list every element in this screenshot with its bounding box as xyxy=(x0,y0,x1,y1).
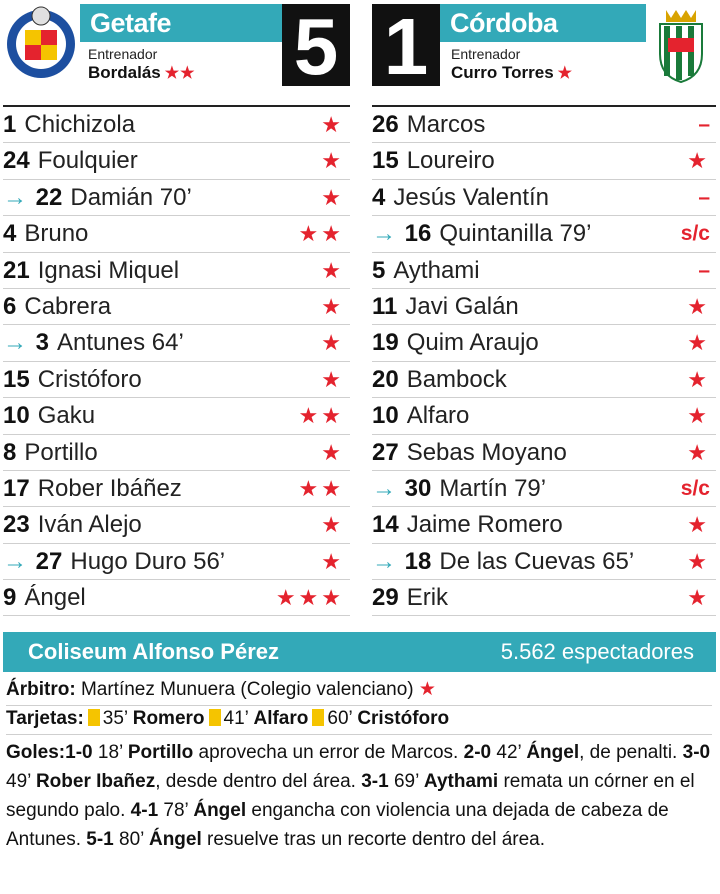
player-row xyxy=(3,253,350,289)
player-number: 29 xyxy=(372,584,399,612)
player-row xyxy=(372,253,716,289)
goals-list xyxy=(6,742,710,850)
goal-score: 3-0 xyxy=(682,742,711,763)
player-rating: ★ xyxy=(321,257,344,283)
away-coach-name-line xyxy=(451,63,573,84)
player-name: Quintanilla xyxy=(439,220,553,248)
player-number: 20 xyxy=(372,365,399,393)
player-row xyxy=(372,435,716,471)
goal-minute: 78’ xyxy=(163,800,189,821)
arrow-right-icon: → xyxy=(372,474,396,502)
home-coach-name: Bordalás xyxy=(88,63,161,82)
cordoba-crest-icon xyxy=(646,4,716,86)
player-name: De las Cuevas xyxy=(439,547,596,575)
goal-score: 3-1 xyxy=(361,771,389,792)
home-lineup xyxy=(3,105,350,616)
player-rating: ★ xyxy=(321,512,344,538)
arrow-right-icon: → xyxy=(3,183,27,211)
goal-scorer: Ángel xyxy=(526,742,580,763)
player-number: 19 xyxy=(372,329,399,357)
away-coach-label: Entrenador xyxy=(451,46,521,62)
player-number: 15 xyxy=(372,147,399,175)
player-number: 4 xyxy=(372,183,386,211)
player-name: Antunes xyxy=(57,329,146,357)
player-rating: ★ xyxy=(687,148,710,174)
cards-line xyxy=(6,707,712,735)
player-name: Chichizola xyxy=(24,111,136,138)
player-number: 10 xyxy=(3,402,30,430)
player-row xyxy=(372,507,716,543)
player-rating: ★ xyxy=(687,512,710,538)
player-row xyxy=(372,362,716,398)
away-coach-name: Curro Torres xyxy=(451,63,554,82)
player-name: Bruno xyxy=(24,220,89,248)
player-rating: ★ xyxy=(321,439,344,465)
player-number: 11 xyxy=(372,292,398,320)
arrow-right-icon: → xyxy=(3,329,27,357)
goal-description: engancha con violencia una dejada de cabeza de Antunes. xyxy=(6,800,669,850)
player-row xyxy=(3,107,350,143)
goal-scorer: Rober Ibañez xyxy=(35,771,156,792)
player-name: Marcos xyxy=(406,111,486,138)
player-name: Ignasi Miquel xyxy=(37,256,180,284)
away-coach xyxy=(451,46,573,84)
player-name: Javi Galán xyxy=(405,292,519,320)
away-score: 1 xyxy=(372,4,440,86)
cards-list xyxy=(84,708,449,729)
player-rating: ★★ xyxy=(298,403,344,429)
player-name: Loureiro xyxy=(406,147,495,175)
player-row xyxy=(372,544,716,580)
home-coach xyxy=(88,46,195,84)
player-rating: ★ xyxy=(321,112,344,137)
player-row xyxy=(372,216,716,252)
referee-label: Árbitro: xyxy=(6,679,76,700)
arrow-right-icon: → xyxy=(3,547,27,575)
arrow-right-icon: → xyxy=(372,220,396,248)
attendance: 5.562 espectadores xyxy=(500,639,694,664)
player-row xyxy=(3,143,350,179)
stadium-bar xyxy=(3,632,716,672)
yellow-card-icon xyxy=(88,709,100,726)
player-name: Sebas Moyano xyxy=(406,438,567,466)
substitution-minute: 64’ xyxy=(151,329,184,357)
player-number: 16 xyxy=(404,220,432,248)
player-number: 15 xyxy=(3,365,30,393)
card-minute: 41’ xyxy=(223,708,249,729)
goal-minute: 80’ xyxy=(119,829,144,850)
player-name: Bambock xyxy=(406,365,507,393)
away-lineup xyxy=(372,105,716,616)
player-number: 1 xyxy=(3,111,17,138)
stadium-name: Coliseum Alfonso Pérez xyxy=(28,639,280,664)
player-name: Quim Araujo xyxy=(406,329,539,357)
player-name: Ángel xyxy=(24,584,86,612)
player-rating: ★ xyxy=(321,184,344,210)
home-team-name: Getafe xyxy=(80,4,282,42)
player-row xyxy=(3,289,350,325)
substitution-minute: 70’ xyxy=(159,183,192,211)
player-row xyxy=(372,398,716,434)
player-name: Iván Alejo xyxy=(37,511,142,539)
home-coach-label: Entrenador xyxy=(88,46,158,62)
away-coach-rating: ★ xyxy=(557,65,573,82)
substitution-minute: 65’ xyxy=(602,547,635,575)
player-name: Jesús Valentín xyxy=(393,183,550,211)
player-row xyxy=(372,180,716,216)
card-player: Cristóforo xyxy=(357,708,450,729)
player-rating: – xyxy=(698,185,710,209)
player-number: 26 xyxy=(372,111,399,138)
arrow-right-icon: → xyxy=(372,547,396,575)
goal-description: , de penalti. xyxy=(579,742,678,763)
substitution-minute: 79’ xyxy=(559,220,592,248)
player-rating: ★★ xyxy=(298,221,344,247)
away-team-name: Córdoba xyxy=(440,4,646,42)
player-number: 14 xyxy=(372,511,399,539)
player-number: 6 xyxy=(3,292,17,320)
player-row xyxy=(372,289,716,325)
away-team-header xyxy=(372,2,716,91)
player-name: Erik xyxy=(406,584,449,612)
player-number: 17 xyxy=(3,474,30,502)
player-number: 23 xyxy=(3,511,30,539)
player-rating: ★ xyxy=(687,366,710,392)
player-name: Gaku xyxy=(37,402,96,430)
player-rating: ★ xyxy=(687,403,710,429)
player-row xyxy=(372,580,716,616)
home-score: 5 xyxy=(282,4,350,86)
goal-minute: 49’ xyxy=(6,771,31,792)
goal-minute: 18’ xyxy=(97,742,123,763)
goal-minute: 42’ xyxy=(496,742,522,763)
player-row xyxy=(3,435,350,471)
player-rating: ★ xyxy=(687,439,710,465)
player-rating: ★ xyxy=(321,330,344,356)
substitution-minute: 56’ xyxy=(193,547,226,575)
player-row xyxy=(372,107,716,143)
player-number: 30 xyxy=(404,474,432,502)
player-rating: – xyxy=(698,113,710,136)
player-rating: s/c xyxy=(680,476,710,500)
player-name: Hugo Duro xyxy=(70,547,187,575)
player-row xyxy=(3,507,350,543)
player-row xyxy=(3,471,350,507)
player-rating: ★★ xyxy=(298,475,344,501)
player-number: 10 xyxy=(372,402,399,430)
goal-description: resuelve tras un recorte dentro del área. xyxy=(207,829,545,850)
goal-minute: 69’ xyxy=(393,771,419,792)
goal-score: 4-1 xyxy=(130,800,159,821)
player-rating: ★ xyxy=(687,548,710,574)
goal-score: 5-1 xyxy=(86,829,114,850)
player-row xyxy=(3,325,350,361)
home-team-header xyxy=(3,2,350,91)
card-player: Romero xyxy=(132,708,205,729)
goal-scorer: Ángel xyxy=(193,800,247,821)
player-rating: ★ xyxy=(321,366,344,392)
player-rating: ★ xyxy=(687,585,710,611)
player-number: 27 xyxy=(35,547,63,575)
player-row xyxy=(372,471,716,507)
cards-label: Tarjetas: xyxy=(6,708,84,729)
player-number: 4 xyxy=(3,220,17,248)
player-rating: – xyxy=(698,258,710,282)
player-row xyxy=(3,362,350,398)
goal-scorer: Portillo xyxy=(127,742,194,763)
referee-rating: ★ xyxy=(418,679,436,700)
goal-score: 1-0 xyxy=(65,742,93,763)
player-rating: ★ xyxy=(321,293,344,319)
player-number: 18 xyxy=(404,547,432,575)
getafe-crest-icon xyxy=(3,4,80,86)
player-name: Jaime Romero xyxy=(406,511,563,539)
card-player: Alfaro xyxy=(253,708,309,729)
player-number: 22 xyxy=(35,183,63,211)
goal-score: 2-0 xyxy=(463,742,492,763)
yellow-card-icon xyxy=(312,709,324,726)
player-number: 5 xyxy=(372,256,386,284)
player-rating: ★★★ xyxy=(275,585,344,611)
home-coach-name-line xyxy=(88,63,195,84)
player-rating: ★ xyxy=(321,148,344,174)
player-row xyxy=(3,180,350,216)
goals-block xyxy=(6,738,712,854)
player-name: Cristóforo xyxy=(37,365,142,393)
player-name: Alfaro xyxy=(406,402,470,430)
player-number: 3 xyxy=(35,329,50,357)
player-name: Martín xyxy=(439,474,508,502)
player-row xyxy=(372,143,716,179)
goal-scorer: Ángel xyxy=(148,829,202,850)
substitution-minute: 79’ xyxy=(514,474,547,502)
player-row xyxy=(3,544,350,580)
player-name: Cabrera xyxy=(24,292,112,320)
player-name: Portillo xyxy=(24,438,98,466)
referee-name: Martínez Munuera (Colegio valenciano) xyxy=(80,679,414,700)
player-number: 8 xyxy=(3,438,17,466)
player-row xyxy=(372,325,716,361)
goal-description: aprovecha un error de Marcos. xyxy=(198,742,459,763)
home-coach-rating: ★★ xyxy=(164,65,196,82)
goal-scorer: Aythami xyxy=(423,771,499,792)
player-row xyxy=(3,580,350,616)
player-row xyxy=(3,216,350,252)
card-minute: 35’ xyxy=(102,708,128,729)
player-rating: ★ xyxy=(321,548,344,574)
player-rating: ★ xyxy=(687,330,710,356)
yellow-card-icon xyxy=(209,709,221,726)
player-name: Rober Ibáñez xyxy=(37,474,182,502)
player-rating: ★ xyxy=(687,293,710,319)
player-name: Aythami xyxy=(393,256,480,284)
player-number: 27 xyxy=(372,438,399,466)
getafe-crest xyxy=(3,4,80,86)
goals-label: Goles: xyxy=(6,742,66,763)
player-number: 21 xyxy=(3,256,30,284)
referee-line xyxy=(6,678,712,706)
player-name: Damián xyxy=(70,183,154,211)
player-number: 9 xyxy=(3,584,17,612)
player-number: 24 xyxy=(3,147,30,175)
player-name: Foulquier xyxy=(37,147,138,175)
player-row xyxy=(3,398,350,434)
goal-description: , desde dentro del área. xyxy=(155,771,356,792)
goal-description: remata un córner en el segundo palo. xyxy=(6,771,695,821)
cordoba-crest xyxy=(646,4,716,86)
card-minute: 60’ xyxy=(327,708,353,729)
player-rating: s/c xyxy=(680,222,710,246)
